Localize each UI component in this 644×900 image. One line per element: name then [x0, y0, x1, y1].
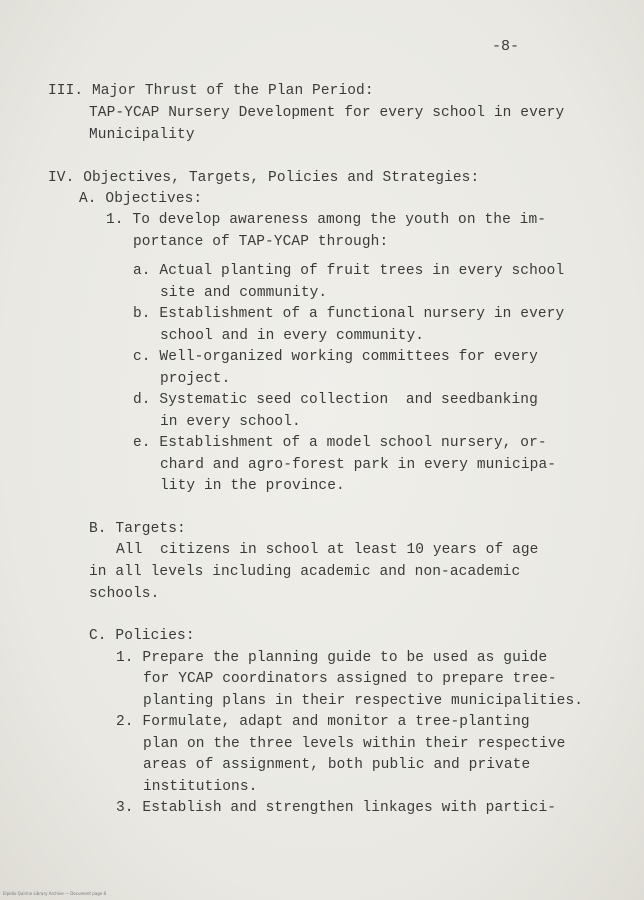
- list-item: 2. Formulate, adapt and monitor a tree-planting: [116, 714, 530, 730]
- text-line: TAP-YCAP Nursery Development for every school in every: [89, 105, 565, 121]
- text-line: planting plans in their respective municipalities.: [143, 693, 584, 709]
- page-number: -8-: [492, 38, 520, 55]
- text-line: All citizens in school at least 10 years of age: [116, 542, 539, 558]
- list-item: b. Establishment of a functional nursery in every: [133, 306, 565, 322]
- list-item: d. Systematic seed collection and seedbanking: [133, 392, 538, 408]
- subsection-b-heading: B. Targets:: [89, 521, 186, 537]
- archive-footer: Elpidio Quirino Library Archive — Document page 8: [3, 891, 107, 896]
- text-line: institutions.: [143, 779, 258, 795]
- text-line: chard and agro-forest park in every municipa-: [160, 457, 557, 473]
- text-line: site and community.: [160, 285, 328, 301]
- list-item: e. Establishment of a model school nursery, or-: [133, 435, 547, 451]
- text-line: portance of TAP-YCAP through:: [133, 234, 389, 250]
- text-line: for YCAP coordinators assigned to prepare tree-: [143, 671, 557, 687]
- list-item: 1. Prepare the planning guide to be used as guide: [116, 650, 548, 666]
- text-line: lity in the province.: [160, 478, 345, 494]
- list-item: a. Actual planting of fruit trees in every school: [133, 263, 565, 279]
- list-item: 3. Establish and strengthen linkages with partici-: [116, 800, 557, 816]
- subsection-c-heading: C. Policies:: [89, 628, 195, 644]
- section-iii-heading: III. Major Thrust of the Plan Period:: [48, 83, 374, 99]
- text-line: areas of assignment, both public and private: [143, 757, 531, 773]
- text-line: Municipality: [89, 127, 195, 143]
- subsection-a-heading: A. Objectives:: [79, 191, 203, 207]
- text-line: plan on the three levels within their respective: [143, 736, 566, 752]
- text-line: project.: [160, 371, 231, 387]
- section-iv-heading: IV. Objectives, Targets, Policies and Strategies:: [48, 170, 480, 186]
- text-line: in every school.: [160, 414, 301, 430]
- text-line: schools.: [89, 586, 160, 602]
- list-item: c. Well-organized working committees for every: [133, 349, 538, 365]
- list-item: 1. To develop awareness among the youth on the im-: [106, 212, 547, 228]
- text-line: school and in every community.: [160, 328, 425, 344]
- text-line: in all levels including academic and non-academic: [89, 564, 521, 580]
